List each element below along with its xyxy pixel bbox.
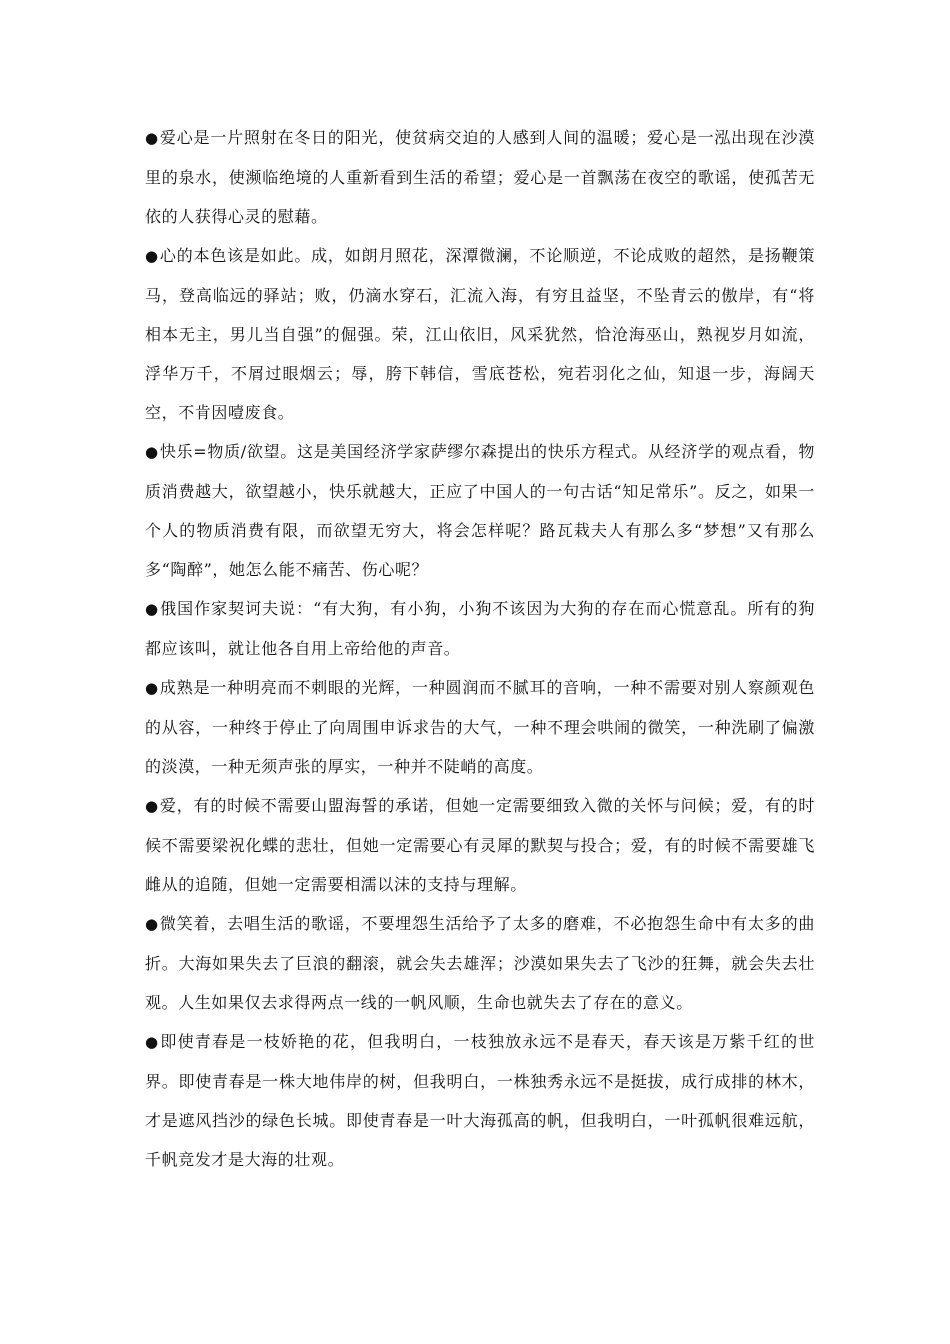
paragraph-7	[145, 904, 815, 1022]
paragraph-2	[145, 236, 815, 432]
paragraph-text: 爱，有的时候不需要山盟海誓的承诺，但她一定需要细致入微的关怀与问候；爱，有的时候不需要梁祝化蝶的悲壮，但她一定需要心有灵犀的默契与投合；爱，有的时候不需要雄飞雌从的追随，但她一定需要相濡以沫的支持与理解。	[145, 796, 815, 894]
paragraph-text: 即使青春是一枝娇艳的花，但我明白，一枝独放永远不是春天，春天该是万紫千红的世界。即使青春是一株大地伟岸的树，但我明白，一株独秀永远不是挺拔，成行成排的林木，才是遮风挡沙的绿色长城。即使青春是一叶大海孤高的帆，但我明白，一叶孤帆很难远航，千帆竞发才是大海的壮观。	[145, 1032, 815, 1169]
paragraph-text: 成熟是一种明亮而不刺眼的光辉，一种圆润而不腻耳的音响，一种不需要对别人察颜观色的从容，一种终于停止了向周围申诉求告的大气，一种不理会哄闹的微笑，一种洗刷了偏激的淡漠，一种无须声张的厚实，一种并不陡峭的高度。	[145, 678, 815, 776]
paragraph-6	[145, 786, 815, 904]
bullet-icon: ●	[145, 1033, 160, 1051]
bullet-icon: ●	[145, 129, 159, 147]
bullet-icon: ●	[145, 600, 160, 618]
paragraph-4	[145, 589, 815, 668]
document-body	[145, 118, 815, 1179]
paragraph-1	[145, 118, 815, 236]
bullet-icon: ●	[145, 247, 159, 265]
paragraph-8	[145, 1022, 815, 1179]
bullet-icon: ●	[145, 679, 159, 697]
paragraph-text: 爱心是一片照射在冬日的阳光，使贫病交迫的人感到人间的温暖；爱心是一泓出现在沙漠里的泉水，使濒临绝境的人重新看到生活的希望；爱心是一首飘荡在夜空的歌谣，使孤苦无依的人获得心灵的慰藉。	[145, 128, 815, 226]
paragraph-5	[145, 668, 815, 786]
bullet-icon: ●	[145, 915, 159, 933]
paragraph-text: 快乐=物质/欲望。这是美国经济学家萨缪尔森提出的快乐方程式。从经济学的观点看，物质消费越大，欲望越小，快乐就越大，正应了中国人的一句古话“知足常乐”。反之，如果一个人的物质消费有限，而欲望无穷大，将会怎样呢？路瓦栽夫人有那么多“梦想”又有那么多“陶醉”，她怎么能不痛苦、伤心呢？	[145, 442, 815, 579]
paragraph-text: 微笑着，去唱生活的歌谣，不要埋怨生活给予了太多的磨难，不必抱怨生命中有太多的曲折。大海如果失去了巨浪的翻滚，就会失去雄浑；沙漠如果失去了飞沙的狂舞，就会失去壮观。人生如果仅去求得两点一线的一帆风顺，生命也就失去了存在的意义。	[145, 914, 815, 1012]
paragraph-text: 心的本色该是如此。成，如朗月照花，深潭微澜，不论顺逆，不论成败的超然，是扬鞭策马，登高临远的驿站；败，仍滴水穿石，汇流入海，有穷且益坚，不坠青云的傲岸，有“将相本无主，男儿当自强”的倔强。荣，江山依旧，风采犹然，恰沧海巫山，熟视岁月如流，浮华万千，不屑过眼烟云；辱，胯下韩信，雪底苍松，宛若羽化之仙，知退一步，海阔天空，不肯因噎废食。	[145, 246, 815, 422]
paragraph-3	[145, 432, 815, 589]
bullet-icon: ●	[145, 443, 159, 461]
bullet-icon: ●	[145, 797, 159, 815]
paragraph-text: 俄国作家契诃夫说：“有大狗，有小狗，小狗不该因为大狗的存在而心慌意乱。所有的狗都应该叫，就让他各自用上帝给他的声音。	[145, 599, 815, 658]
